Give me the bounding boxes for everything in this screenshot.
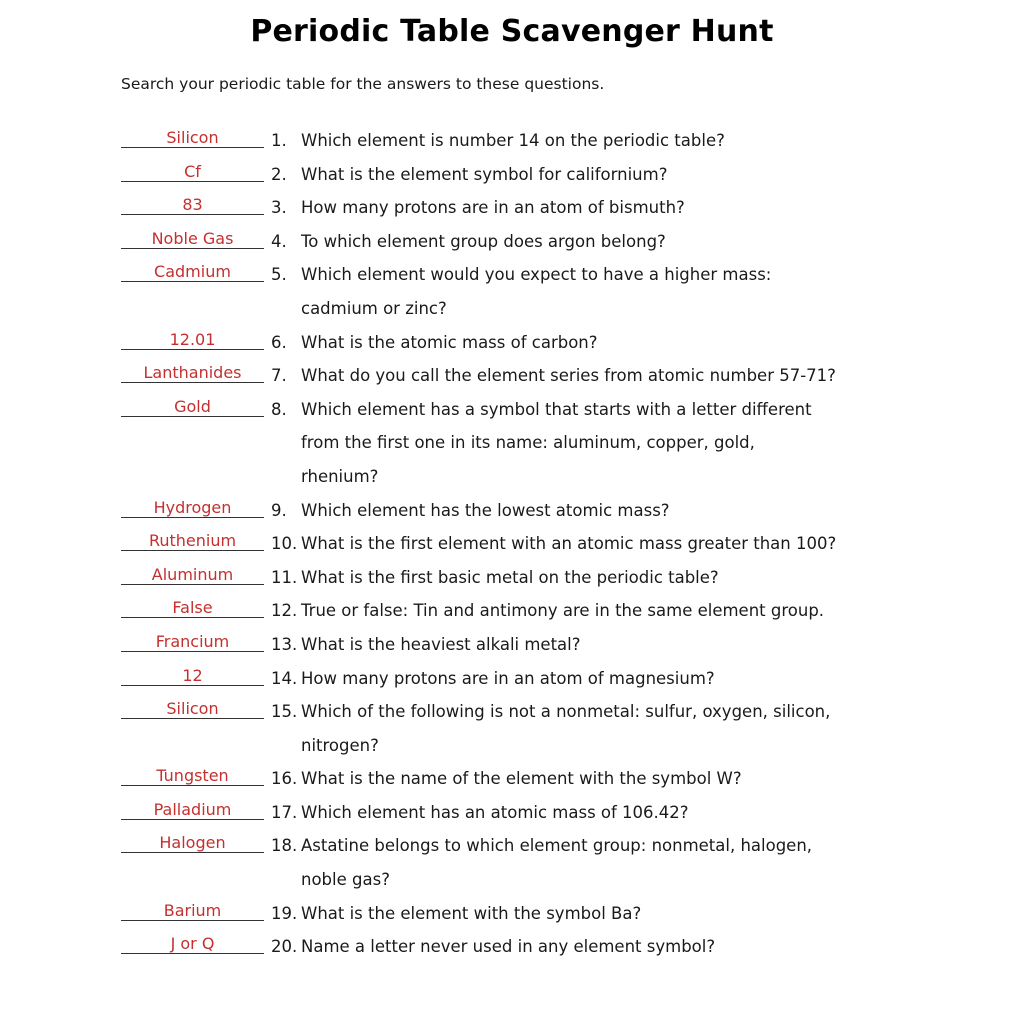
answer-text: Francium [155,631,230,651]
answer-blank[interactable] [121,494,264,528]
answer-blank[interactable] [121,695,264,729]
question-text [301,594,921,628]
question-list [121,124,921,964]
answer-blank[interactable] [121,662,264,696]
question-text-line: noble gas? [301,870,390,890]
question-row [121,258,921,325]
question-text [301,561,921,595]
question-text [301,393,921,494]
question-text [301,191,921,225]
question-row [121,930,921,964]
question-text-line: Which element would you expect to have a higher mass: [301,265,772,285]
question-row [121,561,921,595]
question-text [301,124,921,158]
question-text-line: Which element has an atomic mass of 106.42? [301,802,689,822]
question-number: 6. [271,332,287,352]
question-text [301,762,921,796]
answer-blank[interactable] [121,762,264,796]
answer-text: Aluminum [151,564,234,584]
question-text-line: How many protons are in an atom of magnesium? [301,668,715,688]
question-row [121,594,921,628]
answer-blank[interactable] [121,594,264,628]
answer-blank[interactable] [121,628,264,662]
question-row [121,662,921,696]
question-text [301,829,921,896]
answer-text: 12 [182,665,203,685]
answer-text: Silicon [166,128,219,147]
answer-blank[interactable] [121,796,264,830]
question-row [121,829,921,896]
answer-text: False [172,598,213,618]
question-text-line: What is the name of the element with the symbol W? [301,769,742,789]
question-text [301,796,921,830]
answer-blank[interactable] [121,930,264,964]
question-text-line: Astatine belongs to which element group: nonmetal, halogen, [301,836,813,856]
question-text-line: Which element is number 14 on the periodic table? [301,131,725,150]
question-row [121,326,921,360]
answer-text: Barium [163,900,222,920]
page-title: Periodic Table Scavenger Hunt [250,14,774,49]
question-text-line: To which element group does argon belong? [301,231,666,251]
answer-blank[interactable] [121,527,264,561]
question-row [121,762,921,796]
answer-blank[interactable] [121,158,264,192]
question-number: 1. [271,131,287,150]
question-text-line: Name a letter never used in any element symbol? [301,937,716,957]
answer-blank[interactable] [121,393,264,427]
question-text-line: Which element has the lowest atomic mass? [301,500,670,520]
question-row [121,796,921,830]
question-text-line: cadmium or zinc? [301,298,447,318]
question-number: 18. [271,836,298,856]
question-number: 15. [271,702,298,722]
question-row [121,494,921,528]
answer-text: Palladium [153,799,232,819]
question-text-line: What is the element symbol for californium? [301,164,668,184]
answer-text: Silicon [166,699,219,719]
answer-text: 12.01 [169,329,216,349]
question-number: 9. [271,500,287,520]
question-number: 12. [271,601,298,621]
question-number: 13. [271,634,298,654]
question-row [121,225,921,259]
question-text-line: from the first one in its name: aluminum, copper, gold, [301,433,755,453]
answer-blank[interactable] [121,829,264,863]
question-text-line: What is the element with the symbol Ba? [301,903,642,923]
question-text-line: How many protons are in an atom of bismuth? [301,198,685,218]
answer-text: Tungsten [156,766,229,786]
question-text [301,258,921,325]
question-number: 8. [271,399,287,419]
question-text [301,527,921,561]
answer-text: Hydrogen [153,497,232,517]
question-number: 5. [271,265,287,285]
question-row [121,158,921,192]
question-row [121,695,921,762]
question-number: 3. [271,198,287,218]
question-number: 7. [271,366,287,386]
answer-text: Halogen [159,833,226,853]
question-text [301,662,921,696]
question-text [301,326,921,360]
question-text [301,695,921,762]
question-number: 11. [271,567,298,587]
question-row [121,527,921,561]
answer-text: Ruthenium [148,531,237,551]
question-number: 2. [271,164,287,184]
question-row [121,628,921,662]
question-text [301,897,921,931]
question-number: 17. [271,802,298,822]
question-text-line: What do you call the element series from atomic number 57-71? [301,366,836,386]
answer-text: Noble Gas [151,228,234,248]
question-number: 10. [271,534,298,554]
answer-text: Cadmium [154,262,231,282]
answer-text: Cf [184,161,201,181]
answer-blank[interactable] [121,359,264,393]
answer-blank[interactable] [121,897,264,931]
answer-text: J or Q [170,934,215,954]
question-text-line: nitrogen? [301,735,379,755]
answer-blank[interactable] [121,191,264,225]
question-row [121,124,921,158]
answer-blank[interactable] [121,124,264,158]
instructions: Search your periodic table for the answers to these questions. [121,75,605,93]
question-text-line: What is the first basic metal on the periodic table? [301,567,719,587]
question-text [301,158,921,192]
question-text [301,225,921,259]
answer-blank[interactable] [121,258,264,292]
question-row [121,191,921,225]
question-text [301,930,921,964]
question-row [121,393,921,494]
question-number: 4. [271,231,287,251]
question-number: 19. [271,903,298,923]
answer-text: 83 [182,195,203,215]
question-text-line: Which of the following is not a nonmetal: sulfur, oxygen, silicon, [301,702,831,722]
question-text [301,628,921,662]
answer-text: Gold [174,396,211,416]
question-row [121,897,921,931]
question-text [301,359,921,393]
question-text-line: What is the atomic mass of carbon? [301,332,598,352]
question-text [301,494,921,528]
question-text-line: rhenium? [301,466,379,486]
question-number: 16. [271,769,298,789]
question-text-line: Which element has a symbol that starts with a letter different [301,399,812,419]
question-text-line: What is the heaviest alkali metal? [301,634,581,654]
question-number: 20. [271,937,298,957]
question-number: 14. [271,668,298,688]
answer-text: Lanthanides [143,363,242,383]
question-text-line: True or false: Tin and antimony are in the same element group. [301,601,825,621]
answer-blank[interactable] [121,326,264,360]
answer-blank[interactable] [121,225,264,259]
question-text-line: What is the first element with an atomic mass greater than 100? [301,534,837,554]
question-row [121,359,921,393]
answer-blank[interactable] [121,561,264,595]
